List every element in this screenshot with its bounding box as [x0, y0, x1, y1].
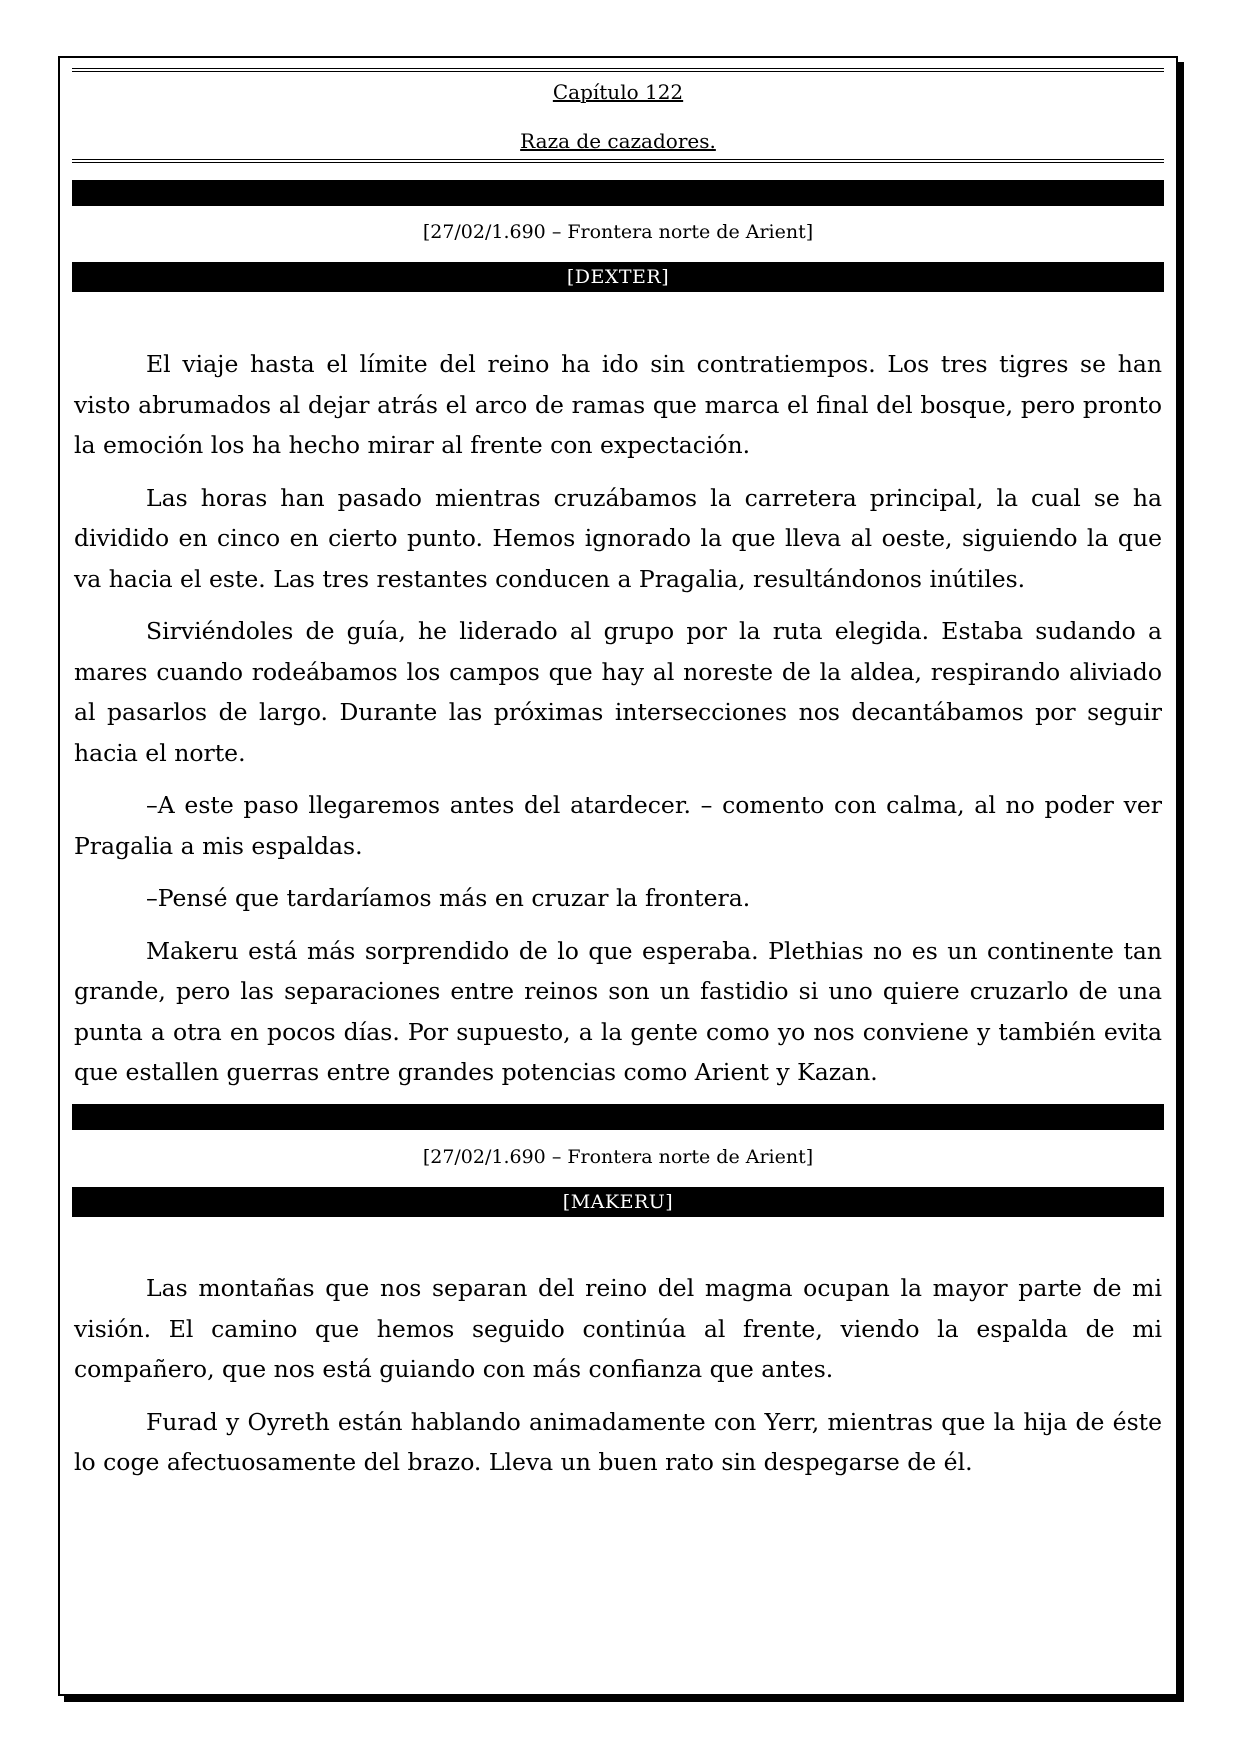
paragraph: Furad y Oyreth están hablando animadamente con Yerr, mientras que la hija de éste lo coge afectuosamente del brazo. Lleva un buen rato sin despegarse de él.: [74, 1407, 1162, 1476]
narrator-bar: [MAKERU]: [72, 1187, 1164, 1217]
chapter-number: Capítulo 122: [552, 80, 684, 104]
section-divider-bar: [72, 1104, 1164, 1130]
narrator-bar: [DEXTER]: [72, 262, 1164, 292]
section-date-location: [27/02/1.690 – Frontera norte de Arient]: [422, 221, 814, 243]
section-divider-bar: [72, 180, 1164, 206]
page-frame: [58, 56, 1178, 1696]
paragraph: Makeru está más sorprendido de lo que esperaba. Plethias no es un continente tan grande, pero las separaciones entre reinos son un fastidio si uno quiere cruzarlo de una punta a otra en pocos días. Por supuesto, a la gente como yo nos conviene y también evita que estallen guerras entre grandes potencias como Arient y Kazan.: [74, 936, 1162, 1086]
paragraph: –Pensé que tardaríamos más en cruzar la frontera.: [146, 884, 751, 912]
section-date-location: [27/02/1.690 – Frontera norte de Arient]: [422, 1146, 814, 1168]
paragraph: –A este paso llegaremos antes del atardecer. – comento con calma, al no poder ver Pragalia a mis espaldas.: [74, 791, 1162, 860]
chapter-title: Raza de cazadores.: [520, 129, 716, 153]
paragraph: El viaje hasta el límite del reino ha ido sin contratiempos. Los tres tigres se han visto abrumados al dejar atrás el arco de ramas que marca el final del bosque, pero pronto la emoción los ha hecho mirar al frente con expectación.: [74, 350, 1162, 459]
header-bottom-double-rule: [72, 159, 1164, 163]
top-double-rule: [72, 68, 1164, 72]
section-body: [74, 1268, 1162, 1495]
paragraph: Las horas han pasado mientras cruzábamos la carretera principal, la cual se ha dividido en cinco en cierto punto. Hemos ignorado la que lleva al oeste, siguiendo la que va hacia el este. Las tres restantes conducen a Pragalia, resultándonos inútiles.: [74, 483, 1162, 593]
paragraph: Sirviéndoles de guía, he liderado al grupo por la ruta elegida. Estaba sudando a mares cuando rodeábamos los campos que hay al noreste de la aldea, respirando aliviado al pasarlos de largo. Durante las próximas intersecciones nos decantábamos por seguir hacia el norte.: [74, 617, 1162, 767]
paragraph: Las montañas que nos separan del reino del magma ocupan la mayor parte de mi visión. El camino que hemos seguido continúa al frente, viendo la espalda de mi compañero, que nos está guiando con más confianza que antes.: [74, 1274, 1162, 1383]
section-body: [74, 344, 1162, 1105]
